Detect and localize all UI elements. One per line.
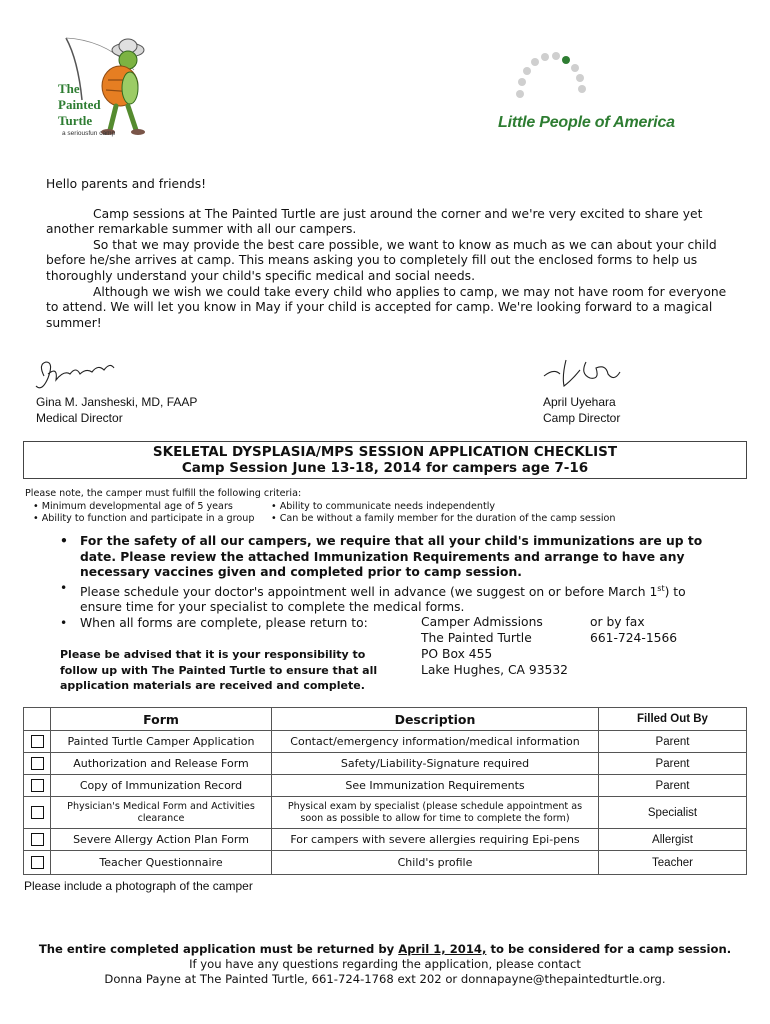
- table-row: [24, 731, 747, 753]
- checkbox[interactable]: [31, 806, 44, 819]
- logo-tagline: a seriousfun camp: [62, 130, 116, 137]
- responsibility-note: Please be advised that it is your responsibility to follow up with The Painted Turtle to ensure that all application materials are received and complete.: [60, 648, 378, 693]
- camp-director-name: April Uyehara: [543, 395, 616, 409]
- checkbox-cell[interactable]: [24, 829, 51, 851]
- painted-turtle-logo: [46, 30, 196, 150]
- checkbox[interactable]: [31, 779, 44, 792]
- checkbox[interactable]: [31, 735, 44, 748]
- table-row: [24, 829, 747, 851]
- form-description: Physical exam by specialist (please schedule appointment as soon as possible to allow for time to complete the form): [272, 797, 599, 829]
- criteria-intro: Please note, the camper must fulfill the following criteria:: [25, 488, 302, 499]
- form-name: Copy of Immunization Record: [51, 775, 272, 797]
- medical-director-title: Medical Director: [36, 411, 123, 425]
- deadline-date: April 1, 2014,: [398, 942, 487, 956]
- criteria-item: • Can be without a family member for the duration of the camp session: [271, 513, 616, 524]
- address-line: PO Box 455: [421, 647, 493, 661]
- checklist-subtitle: Camp Session June 13-18, 2014 for campers age 7-16: [181, 460, 589, 476]
- filled-out-by: Parent: [599, 731, 747, 753]
- address-line: Lake Hughes, CA 93532: [421, 663, 568, 677]
- lpa-dots-icon: [490, 50, 680, 110]
- header-form: Form: [51, 708, 272, 731]
- bullet-immunizations: • For the safety of all our campers, we require that all your child's immunizations are up to date. Please review the attached Immunization Requirements and arrange to have any necessary vaccines given and completed prior to camp session.: [60, 534, 720, 581]
- letter-body: [46, 177, 736, 331]
- form-name: Teacher Questionnaire: [51, 851, 272, 875]
- table-row: [24, 797, 747, 829]
- filled-out-by: Teacher: [599, 851, 747, 875]
- logo-text-the: The: [58, 81, 80, 96]
- photo-note: Please include a photograph of the camper: [24, 879, 253, 893]
- forms-table: [23, 707, 747, 875]
- checkbox[interactable]: [31, 856, 44, 869]
- paragraph-3: Although we wish we could take every child who applies to camp, we may not have room for everyone to attend. We will let you know in May if your child is accepted for camp. We're looking forward to a magical summer!: [46, 284, 727, 330]
- header-checkbox-col: [24, 708, 51, 731]
- filled-out-by: Parent: [599, 775, 747, 797]
- checklist-title-box: [23, 441, 747, 479]
- signature-block-camp: [543, 394, 743, 426]
- filled-out-by: Parent: [599, 753, 747, 775]
- form-description: For campers with severe allergies requiring Epi-pens: [272, 829, 599, 851]
- criteria-block: [25, 488, 615, 526]
- fax-info: [590, 614, 677, 646]
- checkbox-cell[interactable]: [24, 753, 51, 775]
- table-row: [24, 851, 747, 875]
- filled-out-by: Specialist: [599, 797, 747, 829]
- form-name: Painted Turtle Camper Application: [51, 731, 272, 753]
- footer-deadline: The entire completed application must be returned by April 1, 2014, to be considered for a camp session.: [38, 942, 732, 956]
- signature-block-medical: [36, 394, 256, 426]
- filled-out-by: Allergist: [599, 829, 747, 851]
- bullet-return: • When all forms are complete, please return to:: [60, 616, 760, 632]
- checkbox[interactable]: [31, 757, 44, 770]
- paragraph-2: So that we may provide the best care possible, we want to know as much as we can about your child before he/she arrives at camp. This means asking you to completely fill out the enclosed forms to help us thoroughly understand your child's specific medical and social needs.: [46, 237, 717, 283]
- camp-director-title: Camp Director: [543, 411, 621, 425]
- footer-questions: If you have any questions regarding the application, please contact: [189, 957, 581, 971]
- lpa-logo-text: Little People of America: [498, 114, 675, 131]
- form-description: Contact/emergency information/medical information: [272, 731, 599, 753]
- table-row: [24, 753, 747, 775]
- paragraph-1: Camp sessions at The Painted Turtle are just around the corner and we're very excited to share yet another remarkable summer with all our campers.: [46, 206, 703, 237]
- medical-director-name: Gina M. Jansheski, MD, FAAP: [36, 395, 198, 409]
- criteria-item: • Minimum developmental age of 5 years: [33, 500, 233, 512]
- table-header-row: [24, 708, 747, 731]
- bullet-appointment: • Please schedule your doctor's appointment well in advance (we suggest on or before March 1st) to ensure time for your specialist to complete the medical forms.: [60, 581, 720, 616]
- form-description: Child's profile: [272, 851, 599, 875]
- address-line: The Painted Turtle: [421, 631, 532, 645]
- checkbox[interactable]: [31, 833, 44, 846]
- header-description: Description: [272, 708, 599, 731]
- header-filled-out-by: Filled Out By: [599, 708, 747, 731]
- logo-text-painted: Painted: [58, 97, 101, 112]
- checkbox-cell[interactable]: [24, 775, 51, 797]
- checkbox-cell[interactable]: [24, 731, 51, 753]
- form-name: Severe Allergy Action Plan Form: [51, 829, 272, 851]
- greeting: Hello parents and friends!: [46, 177, 207, 191]
- criteria-item: • Ability to function and participate in a group: [33, 513, 255, 524]
- logo-text-turtle: Turtle: [58, 113, 93, 128]
- footer: [0, 942, 770, 987]
- table-row: [24, 775, 747, 797]
- form-description: See Immunization Requirements: [272, 775, 599, 797]
- fax-number: 661-724-1566: [590, 631, 678, 645]
- signature-uyehara: [540, 356, 630, 392]
- checklist-title: SKELETAL DYSPLASIA/MPS SESSION APPLICATION CHECKLIST: [152, 444, 618, 460]
- footer-contact: Donna Payne at The Painted Turtle, 661-724-1768 ext 202 or donnapayne@thepaintedturtle.org.: [104, 972, 666, 986]
- signature-jansheski: [34, 356, 124, 398]
- form-name: Physician's Medical Form and Activities clearance: [51, 797, 272, 829]
- mailing-address: [421, 614, 568, 678]
- lpa-logo: [490, 50, 680, 140]
- fax-label: or by fax: [590, 615, 645, 629]
- criteria-item: • Ability to communicate needs independently: [271, 500, 496, 512]
- form-name: Authorization and Release Form: [51, 753, 272, 775]
- address-line: Camper Admissions: [421, 615, 543, 629]
- form-description: Safety/Liability-Signature required: [272, 753, 599, 775]
- checkbox-cell[interactable]: [24, 797, 51, 829]
- checkbox-cell[interactable]: [24, 851, 51, 875]
